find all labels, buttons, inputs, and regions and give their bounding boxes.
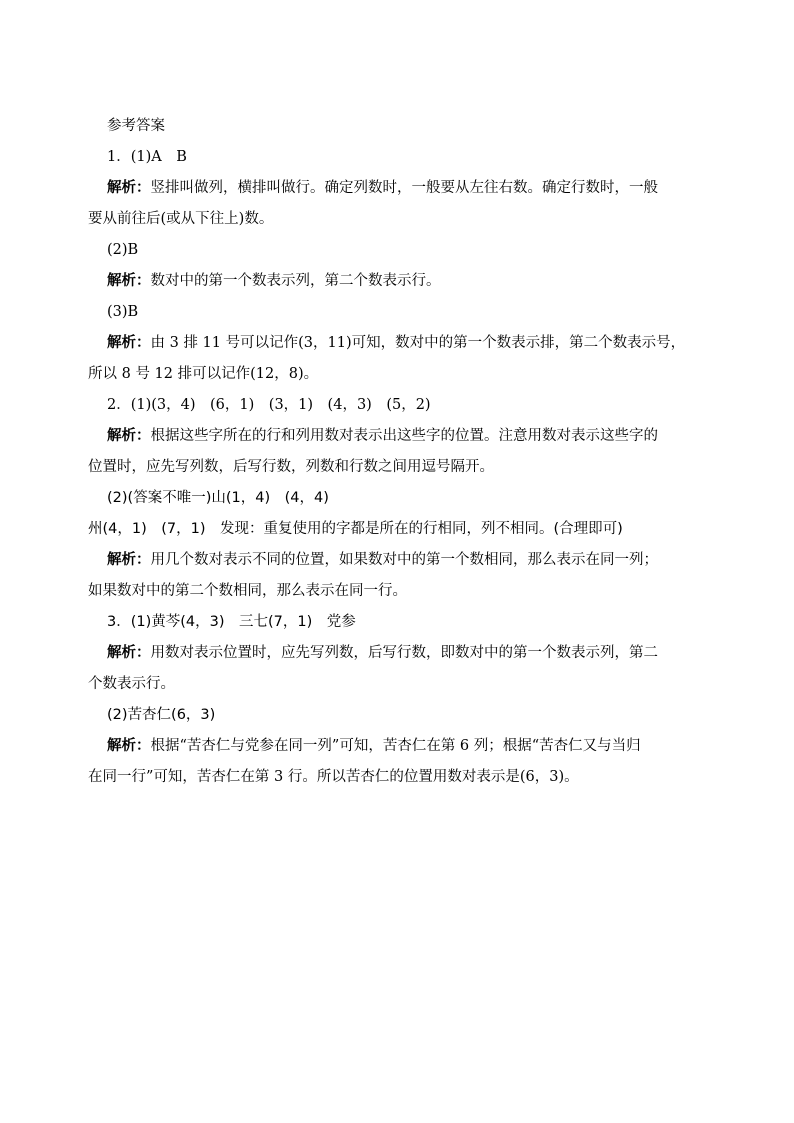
- answer-content: [88, 116, 728, 798]
- explanation-text: 要从前往后(或从下往上)数。: [88, 211, 274, 227]
- q3-explanation-1: [88, 643, 728, 694]
- explanation-label: 解析：: [107, 428, 151, 444]
- explanation-text: 个数表示行。: [88, 676, 175, 692]
- q3-explanation-2: [88, 736, 728, 787]
- q2-explanation-2: [88, 550, 728, 601]
- explanation-label: 解析：: [107, 645, 151, 661]
- q2-answer-2-continued: 州(4，1) (7，1) 发现：重复使用的字都是所在的行相同，列不相同。(合理即可): [88, 521, 623, 537]
- explanation-label: 解析：: [107, 180, 151, 196]
- q2-answer-1: 2．(1)(3，4) (6，1) (3，1) (4，3) (5，2): [107, 397, 431, 413]
- q1-explanation-3: [88, 333, 728, 384]
- q3-answer-2: (2)苦杏仁(6，3): [107, 707, 216, 723]
- q1-explanation-2: [88, 271, 728, 291]
- q3-answer-1: 3．(1)黄芩(4，3) 三七(7，1) 党参: [107, 614, 356, 630]
- q1-answer-3: (3)B: [107, 304, 139, 320]
- explanation-text: 如果数对中的第二个数相同，那么表示在同一行。: [88, 583, 407, 599]
- q2-explanation-1: [88, 426, 728, 477]
- q1-explanation-1: [88, 178, 728, 229]
- explanation-text: 在同一行”可知，苦杏仁在第 3 行。所以苦杏仁的位置用数对表示是(6，3)。: [88, 769, 579, 785]
- explanation-text: 位置时，应先写列数，后写行数，列数和行数之间用逗号隔开。: [88, 459, 494, 475]
- explanation-label: 解析：: [107, 738, 151, 754]
- explanation-text: 所以 8 号 12 排可以记作(12，8)。: [88, 366, 319, 382]
- explanation-text: 用几个数对表示不同的位置，如果数对中的第一个数相同，那么表示在同一列；: [150, 552, 658, 568]
- q2-answer-2: (2)(答案不唯一)山(1，4) (4，4): [107, 490, 329, 506]
- explanation-label: 解析：: [107, 335, 151, 351]
- explanation-text: 用数对表示位置时，应先写列数，后写行数，即数对中的第一个数表示列，第二: [150, 645, 658, 661]
- explanation-text: 数对中的第一个数表示列，第二个数表示行。: [150, 273, 441, 289]
- explanation-text: 根据这些字所在的行和列用数对表示出这些字的位置。注意用数对表示这些字的: [150, 428, 658, 444]
- q1-answer-1: 1．(1)A B: [107, 149, 187, 165]
- q1-answer-2: (2)B: [107, 242, 139, 258]
- explanation-label: 解析：: [107, 552, 151, 568]
- explanation-text: 根据“苦杏仁与党参在同一列”可知，苦杏仁在第 6 列；根据“苦杏仁又与当归: [150, 738, 641, 754]
- explanation-label: 解析：: [107, 273, 151, 289]
- page-title: 参考答案: [107, 118, 165, 134]
- explanation-text: 竖排叫做列，横排叫做行。确定列数时，一般要从左往右数。确定行数时，一般: [150, 180, 658, 196]
- explanation-text: 由 3 排 11 号可以记作(3，11)可知，数对中的第一个数表示排，第二个数表示号，: [150, 335, 686, 351]
